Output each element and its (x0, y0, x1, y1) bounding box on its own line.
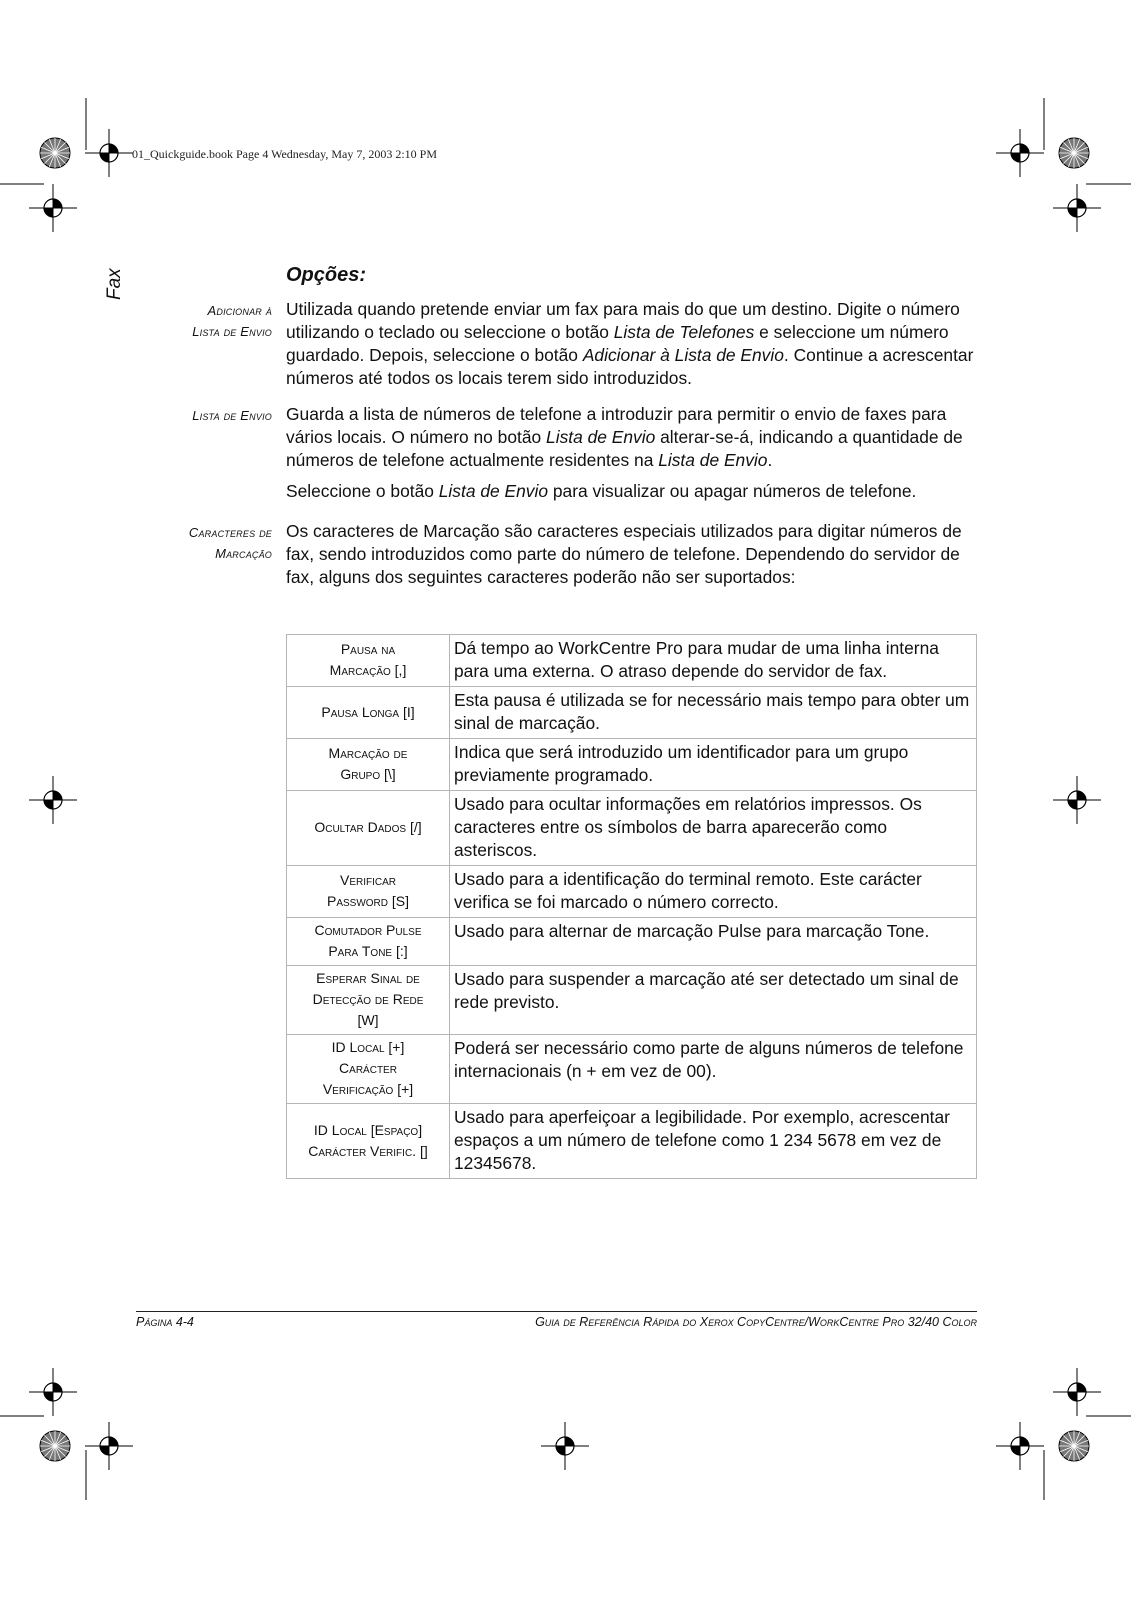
dial-character-meaning: Esta pausa é utilizada se for necessário mais tempo para obter um sinal de marcação. (450, 687, 977, 739)
dial-character-code: ID Local [Espaço] Carácter Verific. [] (287, 1104, 450, 1179)
registration-burst-icon (40, 1431, 70, 1461)
footer-guide-title: Guia de Referência Rápida do Xerox CopyCentre/WorkCentre Pro 32/40 Color (535, 1315, 977, 1329)
footer-page-number: Página 4-4 (136, 1315, 194, 1329)
dial-character-code: Marcação de Grupo [\] (287, 739, 450, 791)
option-term (120, 405, 272, 426)
dial-characters-table (286, 634, 977, 1179)
dial-character-meaning: Indica que será introduzido um identificador para um grupo previamente programado. (450, 739, 977, 791)
chapter-side-label: Fax (104, 268, 125, 300)
dial-character-meaning: Dá tempo ao WorkCentre Pro para mudar de uma linha interna para uma externa. O atraso depende do servidor de fax. (450, 635, 977, 687)
description-paragraph: Os caracteres de Marcação são caracteres especiais utilizados para digitar números de fax, sendo introduzidos como parte do número de telefone. Dependendo do servidor de fax, alguns dos seguintes caracteres poderão não ser suportados: (286, 521, 962, 587)
table-row (287, 966, 977, 1035)
dial-character-meaning: Usado para ocultar informações em relatórios impressos. Os caracteres entre os símbolos de barra aparecerão como asteriscos. (450, 791, 977, 866)
dial-character-code: Ocultar Dados [/] (287, 791, 450, 866)
description-paragraph: Seleccione o botão Lista de Envio para visualizar ou apagar números de telefone. (286, 481, 917, 501)
table-row (287, 635, 977, 687)
option-term-line: Caracteres de (188, 525, 272, 540)
dial-character-code: Esperar Sinal de Detecção de Rede [W] (287, 966, 450, 1035)
option-term (120, 300, 272, 342)
option-term-line: Lista de Envio (192, 408, 272, 423)
description-paragraph: Utilizada quando pretende enviar um fax para mais do que um destino. Digite o número utilizando o teclado ou seleccione o botão Lista de Telefones e seleccione um número guardado. Depois, seleccione o botão Adicionar à Lista de Envio. Continue a acrescentar números até todos os locais terem sido introduzidos. (286, 299, 974, 388)
table-row (287, 918, 977, 966)
dial-character-code: Pausa na Marcação [,] (287, 635, 450, 687)
option-description (286, 520, 976, 597)
option-term-line: Adicionar à (207, 303, 272, 318)
registration-burst-icon (1059, 1431, 1089, 1461)
option-description (286, 403, 976, 511)
description-paragraph: Guarda a lista de números de telefone a introduzir para permitir o envio de faxes para vários locais. O número no botão Lista de Envio alterar-se-á, indicando a quantidade de números de telefone actualmente residentes na Lista de Envio. (286, 404, 963, 470)
table-row (287, 791, 977, 866)
table-row (287, 739, 977, 791)
table-row (287, 866, 977, 918)
dial-character-meaning: Usado para a identificação do terminal remoto. Este carácter verifica se foi marcado o número correcto. (450, 866, 977, 918)
dial-character-code: Comutador Pulse Para Tone [:] (287, 918, 450, 966)
dial-character-meaning: Usado para suspender a marcação até ser detectado um sinal de rede previsto. (450, 966, 977, 1035)
dial-character-code: ID Local [+] Carácter Verificação [+] (287, 1035, 450, 1104)
table-row (287, 687, 977, 739)
table-row (287, 1035, 977, 1104)
option-description (286, 298, 976, 398)
table-row (287, 1104, 977, 1179)
option-term (120, 522, 272, 564)
footer-rule (136, 1311, 977, 1312)
print-info: 01_Quickguide.book Page 4 Wednesday, May 7, 2003 2:10 PM (132, 147, 438, 161)
section-title: Opções: (286, 264, 367, 286)
dial-character-meaning: Poderá ser necessário como parte de alguns números de telefone internacionais (n + em vez de 00). (450, 1035, 977, 1104)
registration-burst-icon (40, 138, 70, 168)
option-term-line: Lista de Envio (192, 324, 272, 339)
registration-burst-icon (1059, 138, 1089, 168)
dial-character-meaning: Usado para aperfeiçoar a legibilidade. Por exemplo, acrescentar espaços a um número de telefone como 1 234 5678 em vez de 12345678. (450, 1104, 977, 1179)
dial-character-meaning: Usado para alternar de marcação Pulse para marcação Tone. (450, 918, 977, 966)
dial-character-code: Verificar Password [S] (287, 866, 450, 918)
option-term-line: Marcação (215, 546, 272, 561)
dial-character-code: Pausa Longa [I] (287, 687, 450, 739)
